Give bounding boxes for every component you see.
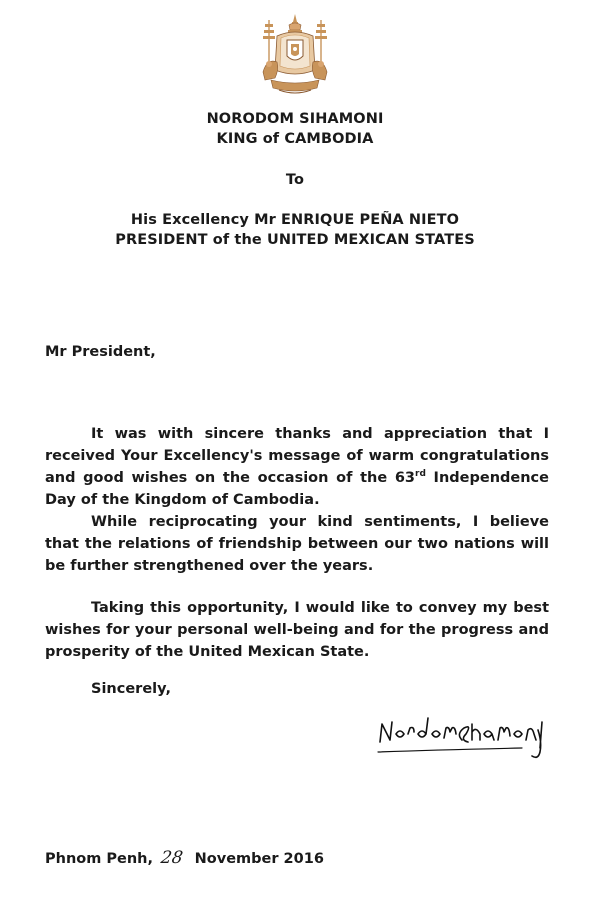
paragraph-3: Taking this opportunity, I would like to convey my best wishes for your personal well-being and for the progress and prosperity of the United Mexican State. [45,600,549,660]
to-label: To [285,172,305,188]
recipient-title: PRESIDENT of the UNITED MEXICAN STATES [115,232,475,248]
royal-emblem-icon [255,12,335,98]
place-and-date [45,848,324,868]
ordinal-suffix: rd [415,469,426,480]
salutation: Mr President, [45,344,156,360]
paragraph-2: While reciprocating your kind sentiments, I believe that the relations of friendship between our two nations will be further strengthened over the years. [45,514,549,574]
paragraph-1-text-after: Independence Day of the Kingdom of Cambodia. [45,470,549,508]
handwritten-day: 28 [159,848,185,868]
recipient-name: His Excellency Mr ENRIQUE PEÑA NIETO [130,212,460,228]
paragraph-1 [45,423,549,511]
closing: Sincerely, [91,681,171,697]
sender-title: KING of CAMBODIA [216,131,374,147]
place: Phnom Penh, [45,851,154,867]
sender-name: NORODOM SIHAMONI [206,111,384,127]
paragraph-1-text-before: It was with sincere thanks and appreciation that I received Your Excellency's message of warm congratulations and good wishes on the occasion of the 63 [45,426,549,486]
handwritten-signature [372,704,552,764]
month-year: November 2016 [194,851,324,867]
